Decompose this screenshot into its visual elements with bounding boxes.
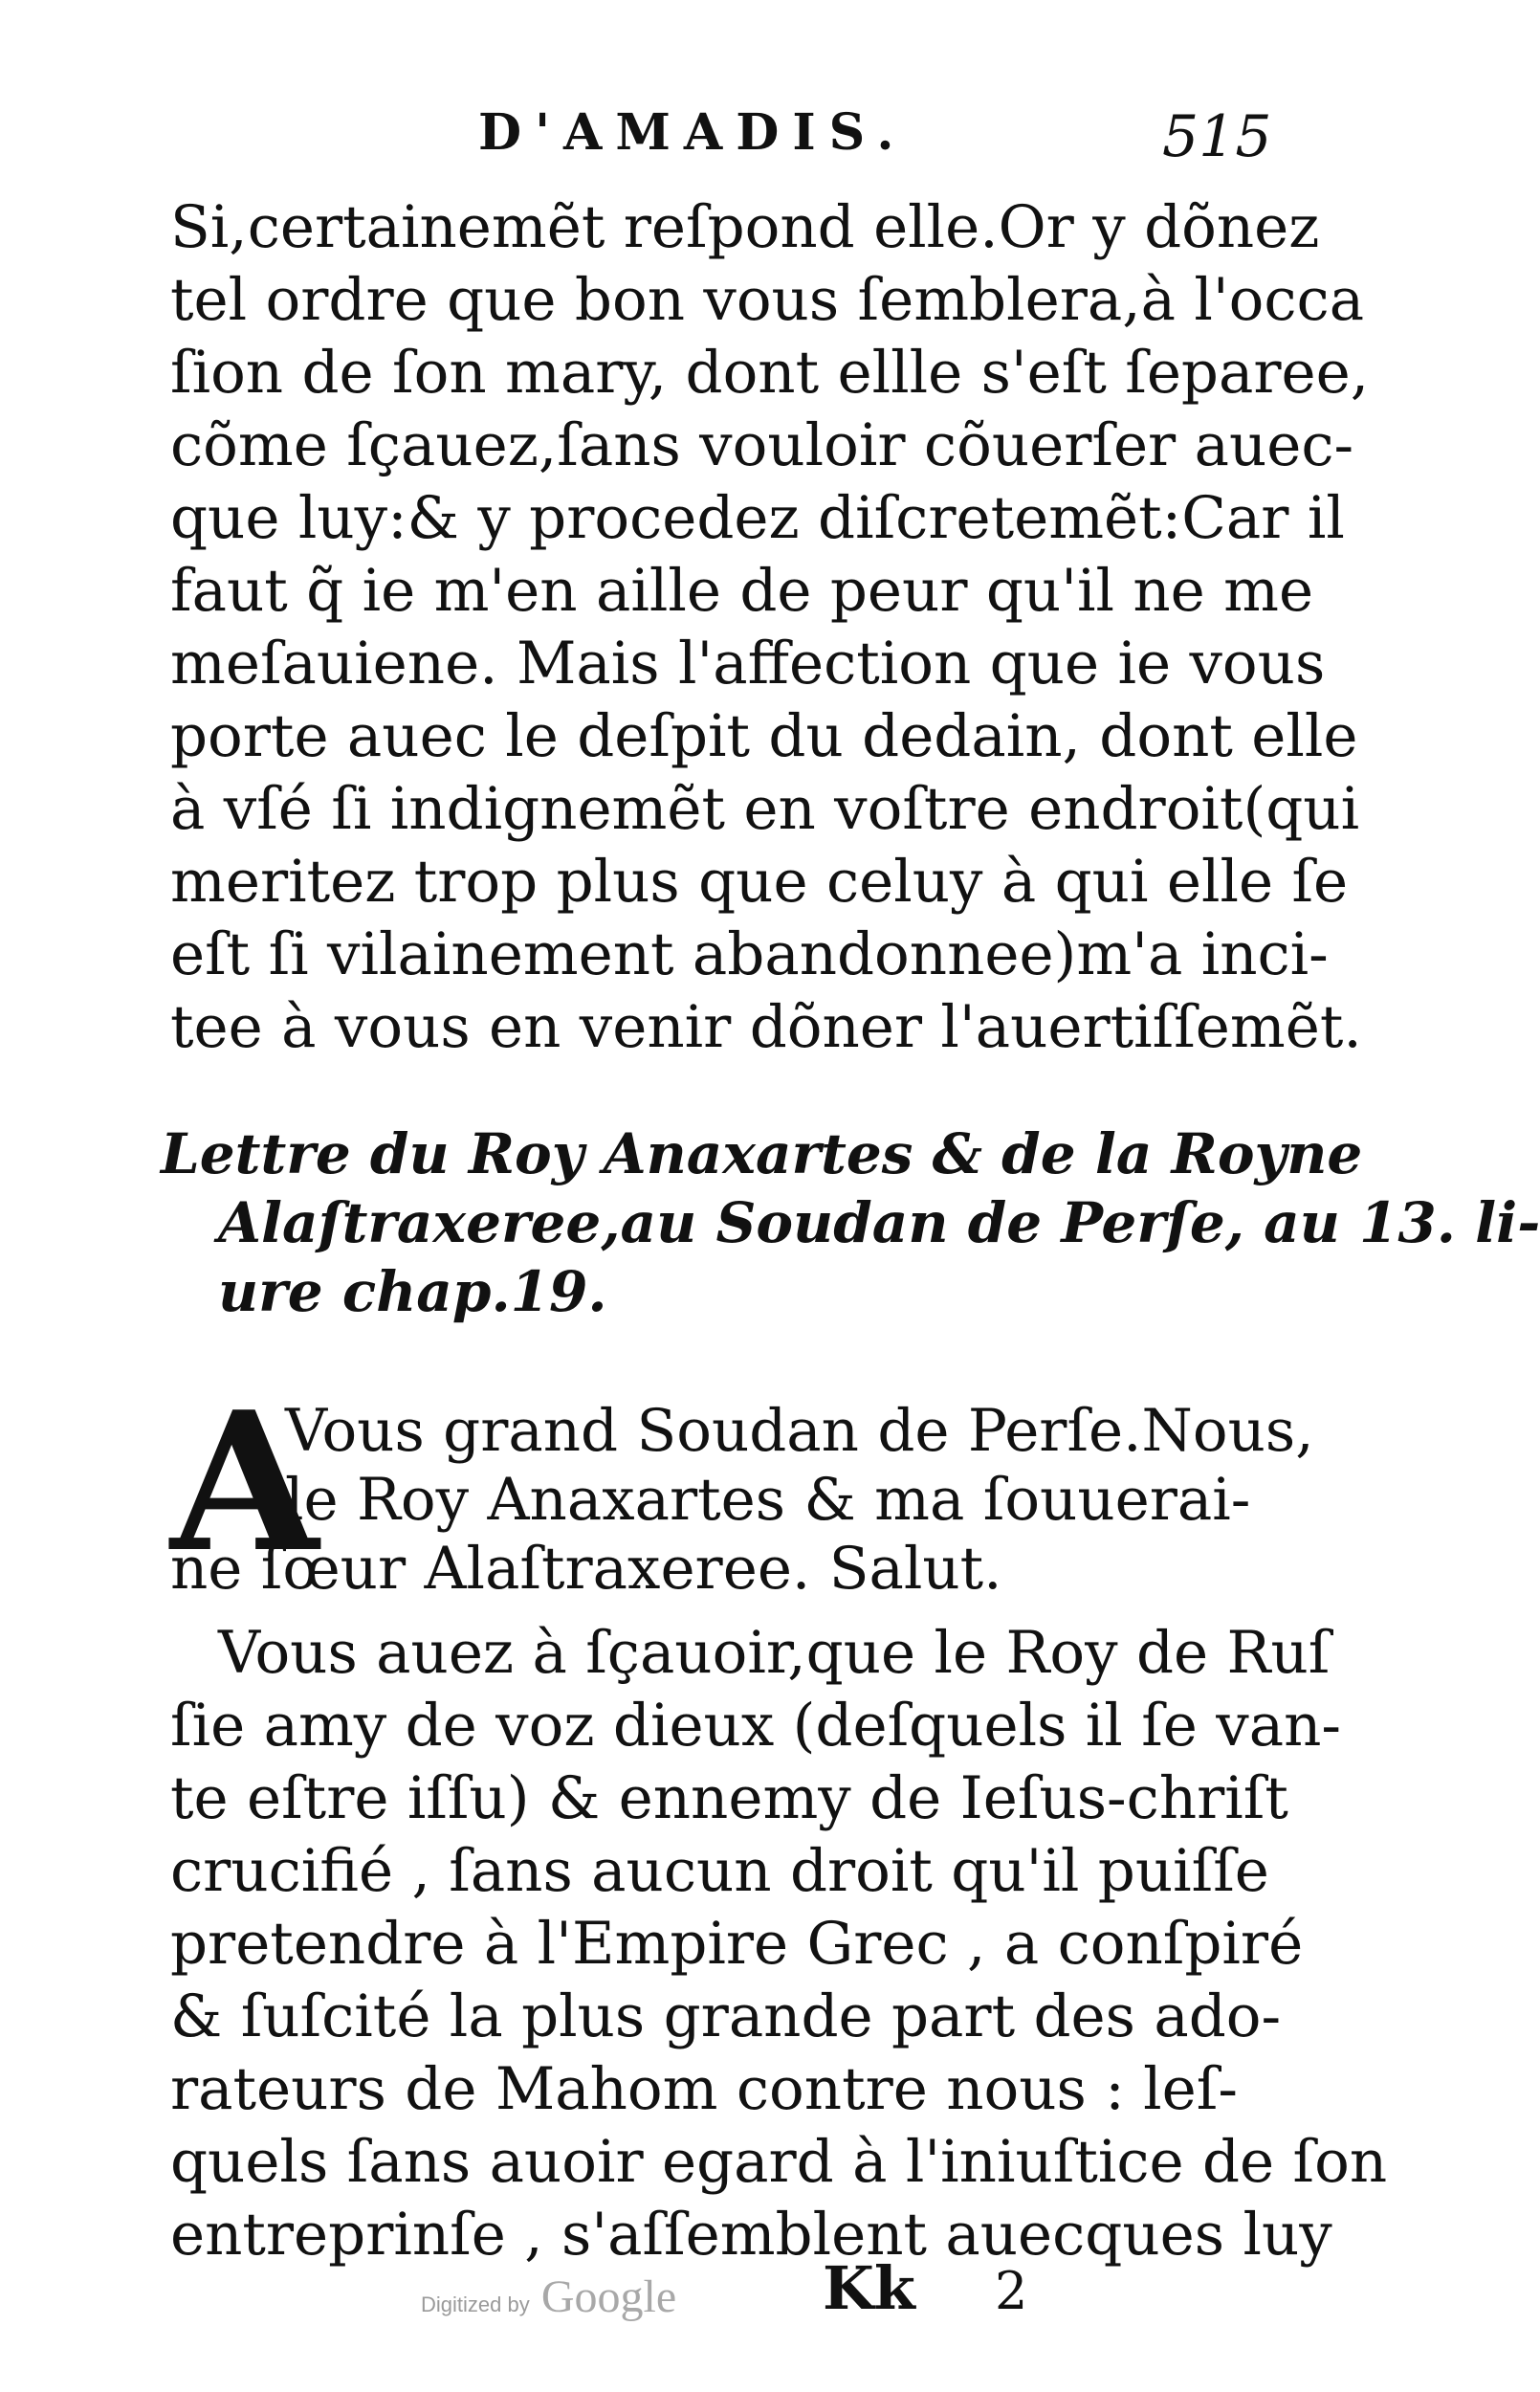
text-line: te eſtre iſſu) & ennemy de Ieſus-chriſt bbox=[170, 1764, 1288, 1832]
text-line: tel ordre que bon vous ſemblera,à l'occa bbox=[170, 266, 1365, 334]
text-line: cõme ſçauez,ſans vouloir cõuerſer auec- bbox=[170, 411, 1354, 479]
digitization-attribution bbox=[421, 2270, 676, 2323]
drop-cap: A bbox=[170, 1370, 319, 1595]
text-line: tee à vous en venir dõner l'auertiſſemẽt. bbox=[170, 993, 1362, 1061]
text-line: entreprinſe , s'aſſemblent auecques luy bbox=[170, 2201, 1332, 2269]
text-block-letter bbox=[170, 1617, 1388, 2271]
heading-line: Lettre du Roy Anaxartes & de la Royne bbox=[161, 1121, 1363, 1186]
running-title: D'AMADIS. bbox=[478, 103, 908, 162]
letter-salutation bbox=[170, 1370, 1314, 1604]
text-line: quels ſans auoir egard à l'iniuſtice de ſon bbox=[170, 2128, 1388, 2196]
text-line: à vſé ſi indignemẽt en voſtre endroit(qui bbox=[170, 775, 1360, 843]
heading-line: ure chap.19. bbox=[218, 1259, 607, 1324]
text-line: ſie amy de voz dieux (deſquels il ſe van- bbox=[170, 1692, 1341, 1760]
page-header bbox=[0, 103, 1403, 180]
text-block-dialogue bbox=[170, 191, 1370, 1064]
leaf-number: 2 bbox=[995, 2261, 1028, 2321]
page-number: 515 bbox=[1162, 103, 1272, 170]
heading-line: Alaſtraxeree,au Soudan de Perſe, au 13. li- bbox=[218, 1190, 1540, 1255]
text-line: Si,certainemẽt reſpond elle.Or y dõnez bbox=[170, 193, 1320, 261]
salutation-line: le Roy Anaxartes & ma ſouuerai- bbox=[285, 1466, 1251, 1534]
text-line: ſion de ſon mary, dont ellle s'eſt ſeparee, bbox=[170, 339, 1370, 407]
text-line: Vous auez à ſçauoir,que le Roy de Ruſ bbox=[218, 1619, 1331, 1687]
text-line: meſauiene. Mais l'affection que ie vous bbox=[170, 630, 1326, 698]
text-line: eſt ſi vilainement abandonnee)m'a inci- bbox=[170, 920, 1329, 988]
text-line: & ſuſcité la plus grande part des ado- bbox=[170, 1982, 1282, 2050]
page-footer bbox=[0, 2253, 1403, 2330]
attribution-brand: Google bbox=[540, 2271, 677, 2322]
salutation-line: ne ſœur Alaſtraxeree. Salut. bbox=[170, 1535, 1002, 1603]
text-line: porte auec le deſpit du dedain, dont elle bbox=[170, 702, 1358, 770]
text-line: rateurs de Mahom contre nous : leſ- bbox=[170, 2055, 1238, 2123]
letter-heading bbox=[161, 1119, 1540, 1326]
text-line: pretendre à l'Empire Grec , a conſpiré bbox=[170, 1910, 1304, 1978]
signature-mark: Kk bbox=[823, 2253, 915, 2323]
text-line: faut q̃ ie m'en aille de peur qu'il ne me bbox=[170, 557, 1314, 625]
attribution-prefix: Digitized by bbox=[421, 2292, 530, 2316]
text-line: meritez trop plus que celuy à qui elle ſe bbox=[170, 848, 1349, 916]
text-line: crucifié , ſans aucun droit qu'il puiſſe bbox=[170, 1837, 1269, 1905]
salutation-line: Vous grand Soudan de Perſe.Nous, bbox=[285, 1397, 1314, 1465]
text-line: que luy:& y procedez diſcretemẽt:Car il bbox=[170, 484, 1345, 552]
